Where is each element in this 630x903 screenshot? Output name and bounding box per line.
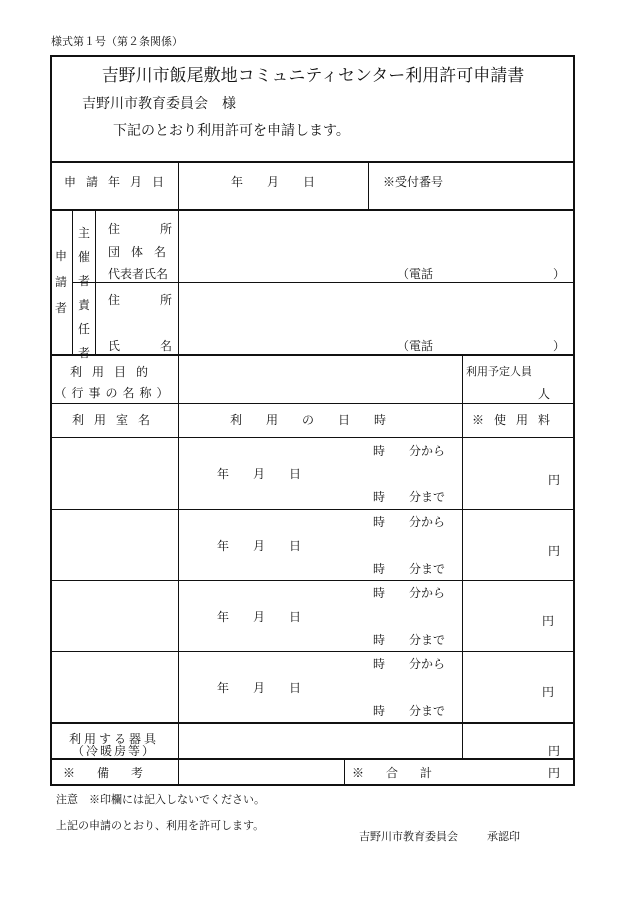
responsible-phone-label: （電話 ）	[397, 339, 566, 353]
addressee: 吉野川市教育委員会 様	[82, 96, 236, 112]
time-from-label: 時 分から	[373, 586, 446, 600]
time-to-label: 時 分まで	[373, 704, 446, 718]
organizer-group-name-label: 団体名	[108, 245, 172, 259]
organizer-representative-label: 代表者氏名	[108, 267, 169, 281]
equipment-sublabel: （冷暖房等）	[71, 744, 157, 758]
applicant-group-label: 申請者	[55, 249, 68, 315]
caution-note: 注意 ※印欄には記入しないでください。	[56, 793, 265, 806]
usage-date-label: 年 月 日	[217, 610, 302, 624]
attendees-unit: 人	[538, 387, 551, 401]
usage-date-label: 年 月 日	[217, 467, 302, 481]
room-input[interactable]	[53, 439, 177, 507]
form-title: 吉野川市飯尾敷地コミュニティセンター利用許可申請書	[101, 66, 525, 86]
usage-date-label: 年 月 日	[217, 681, 302, 695]
time-from-label: 時 分から	[373, 657, 446, 671]
purpose-input[interactable]	[180, 357, 460, 401]
fee-unit: 円	[548, 544, 561, 558]
approval-note: 上記の申請のとおり、利用を許可します。	[56, 819, 265, 832]
room-input[interactable]	[53, 582, 177, 649]
time-from-label: 時 分から	[373, 444, 446, 458]
organizer-address-label: 住所	[108, 222, 172, 236]
purpose-label: 利用目的	[69, 365, 159, 379]
time-to-label: 時 分まで	[373, 490, 446, 504]
time-to-label: 時 分まで	[373, 633, 446, 647]
fee-unit: 円	[542, 614, 555, 628]
datetime-header: 利用の日時	[229, 413, 411, 427]
total-unit: 円	[548, 766, 561, 780]
intro-text: 下記のとおり利用許可を申請します。	[113, 123, 350, 139]
total-label: ※合計	[351, 766, 455, 780]
time-from-label: 時 分から	[373, 515, 446, 529]
form-number: 様式第１号（第２条関係）	[51, 35, 183, 48]
attendees-label: 利用予定人員	[466, 365, 532, 378]
purpose-sublabel: （行事の名称）	[54, 386, 174, 400]
time-to-label: 時 分まで	[373, 562, 446, 576]
room-input[interactable]	[53, 653, 177, 720]
issuer-name: 吉野川市教育委員会	[359, 830, 458, 843]
application-date-label: 申請年月日	[63, 175, 175, 189]
fee-unit: 円	[542, 685, 555, 699]
equipment-unit: 円	[548, 744, 561, 758]
responsible-label: 責任者	[78, 298, 91, 360]
equipment-input[interactable]	[180, 725, 460, 757]
equipment-label: 利用する器具	[68, 732, 160, 746]
organizer-phone-label: （電話 ）	[397, 267, 566, 281]
remarks-label: ※備考	[62, 766, 166, 780]
fee-header: ※使用料	[471, 413, 561, 427]
approval-seal-label: 承認印	[487, 830, 520, 843]
organizer-label: 主催者	[78, 226, 91, 288]
application-date-field[interactable]: 年 月 日	[230, 175, 316, 189]
room-header: 利用室名	[71, 413, 161, 427]
responsible-name-label: 氏名	[108, 339, 172, 353]
usage-date-label: 年 月 日	[217, 539, 302, 553]
responsible-address-label: 住所	[108, 293, 172, 307]
fee-unit: 円	[548, 473, 561, 487]
room-input[interactable]	[53, 511, 177, 578]
receipt-number-label: ※受付番号	[383, 175, 444, 189]
remarks-input[interactable]	[180, 761, 342, 783]
